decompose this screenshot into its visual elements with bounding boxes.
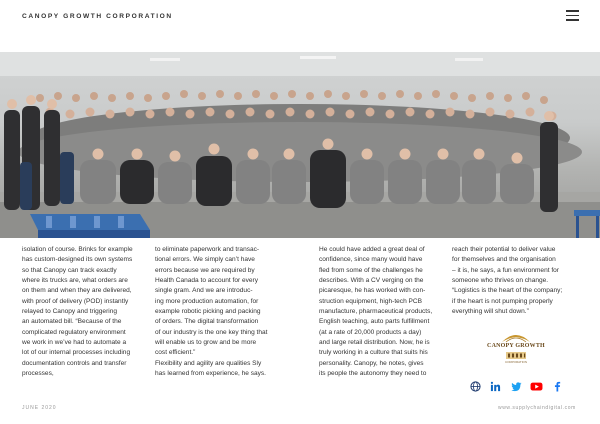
article-column-1 (22, 245, 152, 379)
menu-line (566, 15, 579, 17)
text-line: so that Canopy can track exactly (22, 266, 117, 274)
linkedin-icon[interactable] (490, 379, 501, 390)
text-line: single gram. And we are introduc- (155, 287, 253, 295)
text-line: example robotic picking and packing (155, 308, 261, 316)
text-line: ing more production automation, for (155, 297, 259, 305)
text-line: Health Canada to account for every (155, 277, 258, 285)
website-link[interactable]: www.supplychaindigital.com (498, 405, 576, 411)
text-line: – it is, he says, a fun environment for (452, 266, 559, 274)
article-column-3 (319, 245, 449, 379)
brand-title: CANOPY GROWTH CORPORATION (22, 13, 173, 20)
text-line: (at a rate of 20,000 products a day) (319, 328, 422, 336)
text-line: tional errors. We simply can’t have (155, 256, 255, 264)
text-line: picaresque, he has worked with con- (319, 287, 426, 295)
article-column-2 (155, 245, 285, 379)
text-line: documentation controls and transfer (22, 359, 127, 367)
globe-icon[interactable] (470, 379, 481, 390)
text-line: relayed to Canopy and triggering (22, 308, 117, 316)
text-line: has learned from experience, he says. (155, 370, 266, 378)
canopy-growth-logo (484, 332, 548, 368)
logo-subtext: CORPORATION (504, 360, 528, 364)
text-line: truly working in a culture that suits his (319, 349, 428, 357)
text-line: where its trucks are, what orders are (22, 277, 128, 285)
text-line: complicated regulatory environment (22, 328, 126, 336)
text-line: isolation of course. Brinks for example (22, 246, 133, 253)
text-line: personality. Canopy, he notes, gives (319, 359, 424, 367)
text-line: manufacture, pharmaceutical products, (319, 308, 433, 316)
text-line: has custom-designed its own systems (22, 256, 133, 264)
text-line: describes. With a CV verging on the (319, 277, 424, 285)
text-line: of our industry is the one key thing that (155, 328, 268, 336)
text-line: to eliminate paperwork and transac- (155, 246, 260, 253)
top-bar (0, 0, 600, 36)
text-line: if the heart is not pumping properly (452, 297, 553, 305)
hamburger-menu-icon[interactable] (566, 10, 579, 21)
text-line: struction equipment, high-tech PCB (319, 297, 422, 305)
logo-name: CANOPY GROWTH (487, 343, 545, 349)
text-line: “Logistics is the heart of the company; (452, 287, 563, 295)
text-line: an automated bill. “Because of the (22, 318, 122, 326)
issue-date: JUNE 2020 (22, 405, 57, 411)
youtube-icon[interactable] (530, 379, 541, 390)
text-line: someone who thrives on change. (452, 277, 549, 285)
text-line: its people the autonomy they need to (319, 370, 427, 378)
team-photo (0, 52, 600, 238)
text-line: everything will shut down.” (452, 308, 529, 316)
text-line: English teaching, auto parts fulfillment (319, 318, 430, 326)
text-line: reach their potential to deliver value (452, 246, 556, 253)
text-line: we work in we’ve had to automate a (22, 339, 127, 347)
facebook-icon[interactable] (552, 379, 563, 390)
text-line: for themselves and the organisation (452, 256, 556, 264)
menu-line (566, 10, 579, 12)
text-line: confidence, since many would have (319, 256, 423, 264)
text-line: and large retail distribution. Now, he is (319, 339, 430, 347)
text-line: of orders. The digital transformation (155, 318, 259, 326)
text-line: He could have added a great deal of (319, 246, 425, 253)
text-line: errors because we are required by (155, 266, 255, 274)
text-line: cost efficient.” (155, 349, 196, 357)
text-line: with proof of delivery (POD) instantly (22, 297, 129, 305)
team-photo-illustration (0, 52, 600, 238)
text-line: processes, (22, 370, 54, 378)
text-line: on them and when they are delivered, (22, 287, 132, 295)
text-line: lot of our internal processes including (22, 349, 131, 357)
menu-line (566, 19, 579, 21)
twitter-icon[interactable] (511, 379, 522, 390)
text-line: fled from some of the challenges he (319, 266, 423, 274)
text-line: will enable us to grow and be more (155, 339, 257, 347)
article-column-4 (452, 245, 582, 317)
text-line: Flexibility and agility are qualities Sly (155, 359, 262, 367)
